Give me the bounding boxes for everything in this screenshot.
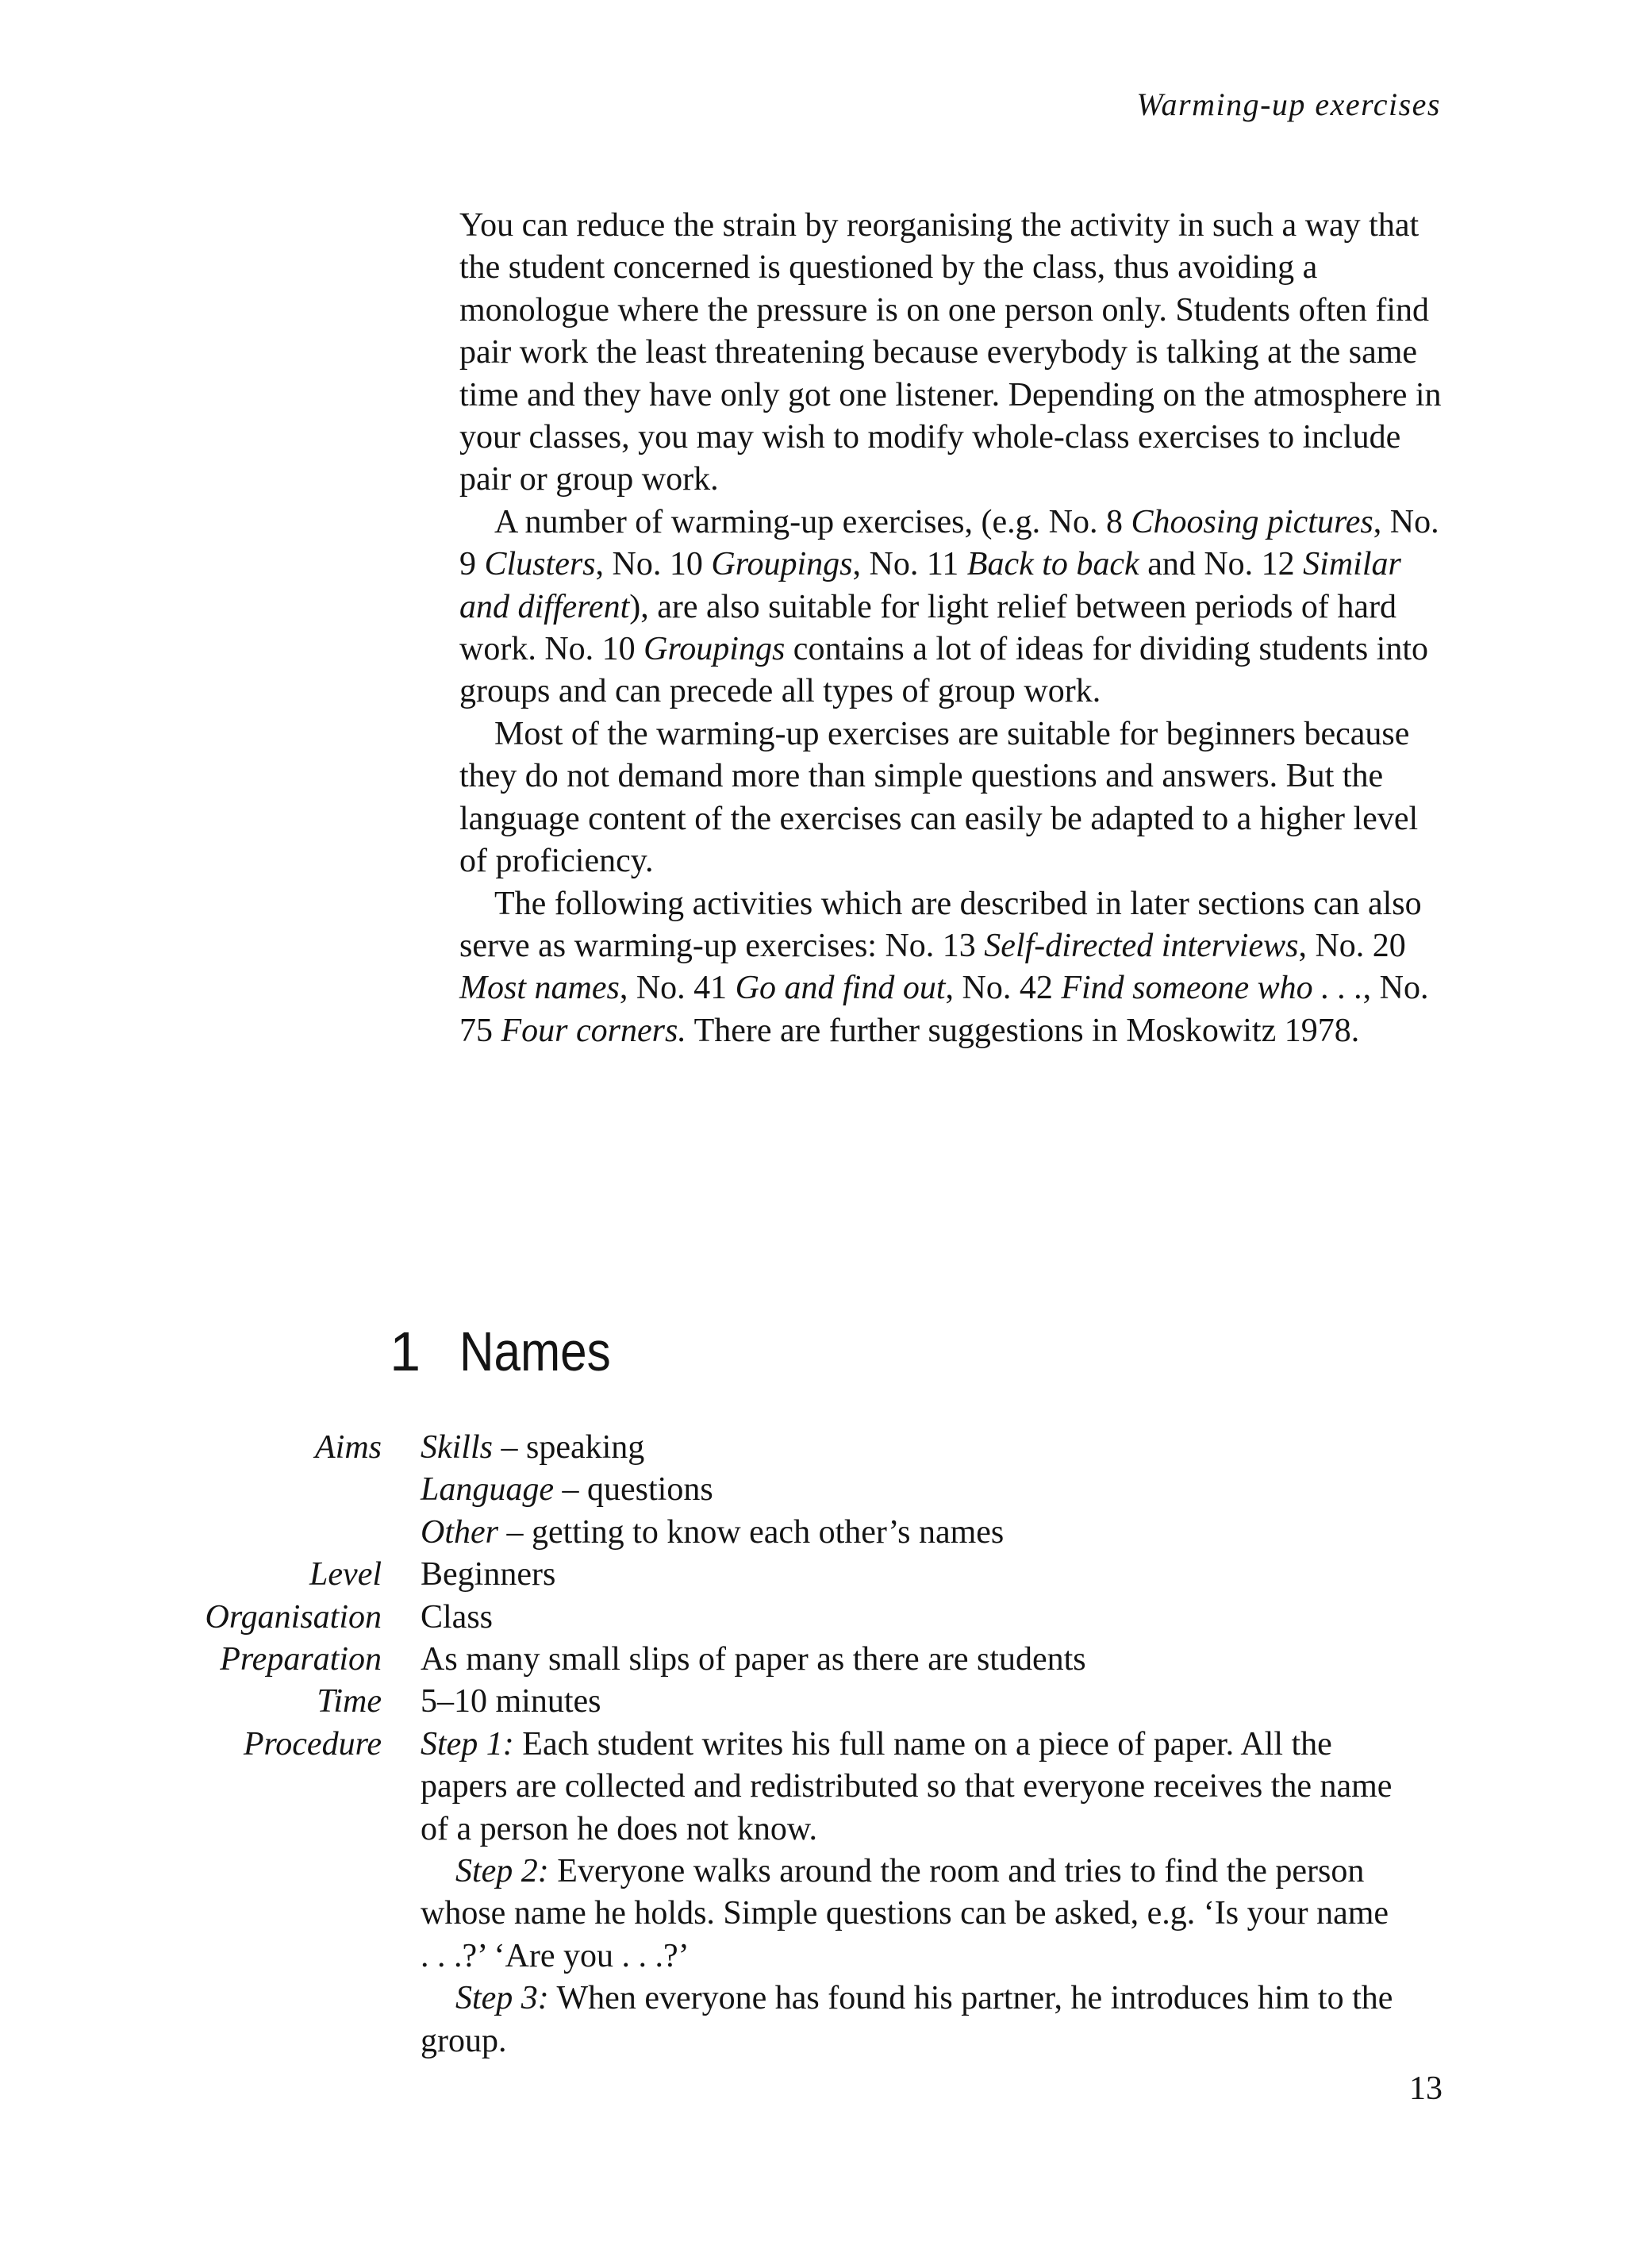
preparation-label: Preparation [220,1641,382,1678]
organisation-value: Class [421,1598,494,1636]
level-value: Beginners [421,1556,556,1593]
aim-language: Language – questions [421,1471,713,1509]
procedure-step-2: Step 2: Everyone walks around the room and tries to find the person whose name he holds. Simple questions can be asked, e.g. ‘Is your name . . .?’ ‘Are you . . .?’ [421,1853,1389,1974]
section-heading [0,1316,1625,1387]
organisation-row [0,1597,1625,1639]
organisation-label: Organisation [205,1598,382,1636]
preparation-value: As many small slips of paper as there are students [421,1641,1086,1678]
level-label: Level [309,1556,382,1593]
procedure-step-1: Step 1: Each student writes his full name on a piece of paper. All the papers are collected and redistributed so that everyone receives the name of a person he does not know. [421,1725,1393,1847]
procedure-value [421,1724,1404,2062]
intro-paragraph-2: A number of warming-up exercises, (e.g. No. 8 Choosing pictures, No. 9 Clusters, No. 10 Groupings, No. 11 Back to back and No. 12 Similar and different), are also suitable for light relief between periods of hard work. No. 10 Groupings contains a lot of ideas for dividing students into groups and can precede all types of group work. [459,503,1439,710]
activity-details [0,1427,1625,2062]
intro-paragraph-3: Most of the warming-up exercises are suitable for beginners because they do not demand more than simple questions and answers. But the language content of the exercises can easily be adapted to a higher level of proficiency. [459,715,1419,880]
level-row [0,1554,1625,1596]
aim-other: Other – getting to know each other’s names [421,1513,1005,1551]
aims-label: Aims [315,1429,382,1466]
running-head: Warming-up exercises [1136,86,1441,122]
procedure-step-3: Step 3: When everyone has found his partner, he introduces him to the group. [421,1980,1393,2059]
intro-text [459,205,1443,1052]
procedure-row [0,1724,1625,2062]
aims-value [421,1427,1404,1554]
intro-paragraph-1: You can reduce the strain by reorganising the activity in such a way that the student concerned is questioned by the class, thus avoiding a monologue where the pressure is on one person only. Students often find pair work the least threatening because everybody is talking at the same time and they have only got one listener. Depending on the atmosphere in your classes, you may wish to modify whole-class exercises to include pair or group work. [459,207,1442,498]
intro-paragraph-4: The following activities which are described in later sections can also serve as warming-up exercises: No. 13 Self-directed interviews, No. 20 Most names, No. 41 Go and find out, No. 42 Find someone who . . ., No. 75 Four corners. There are further suggestions in Moskowitz 1978. [459,885,1429,1049]
procedure-label: Procedure [243,1725,382,1763]
section-title: Names [459,1320,611,1382]
time-value: 5–10 minutes [421,1683,601,1720]
section-number: 1 [390,1320,421,1382]
preparation-row [0,1639,1625,1681]
time-row [0,1681,1625,1723]
aim-skills: Skills – speaking [421,1429,645,1466]
time-label: Time [317,1683,382,1720]
page-number: 13 [1409,2070,1443,2107]
aims-row [0,1427,1625,1554]
